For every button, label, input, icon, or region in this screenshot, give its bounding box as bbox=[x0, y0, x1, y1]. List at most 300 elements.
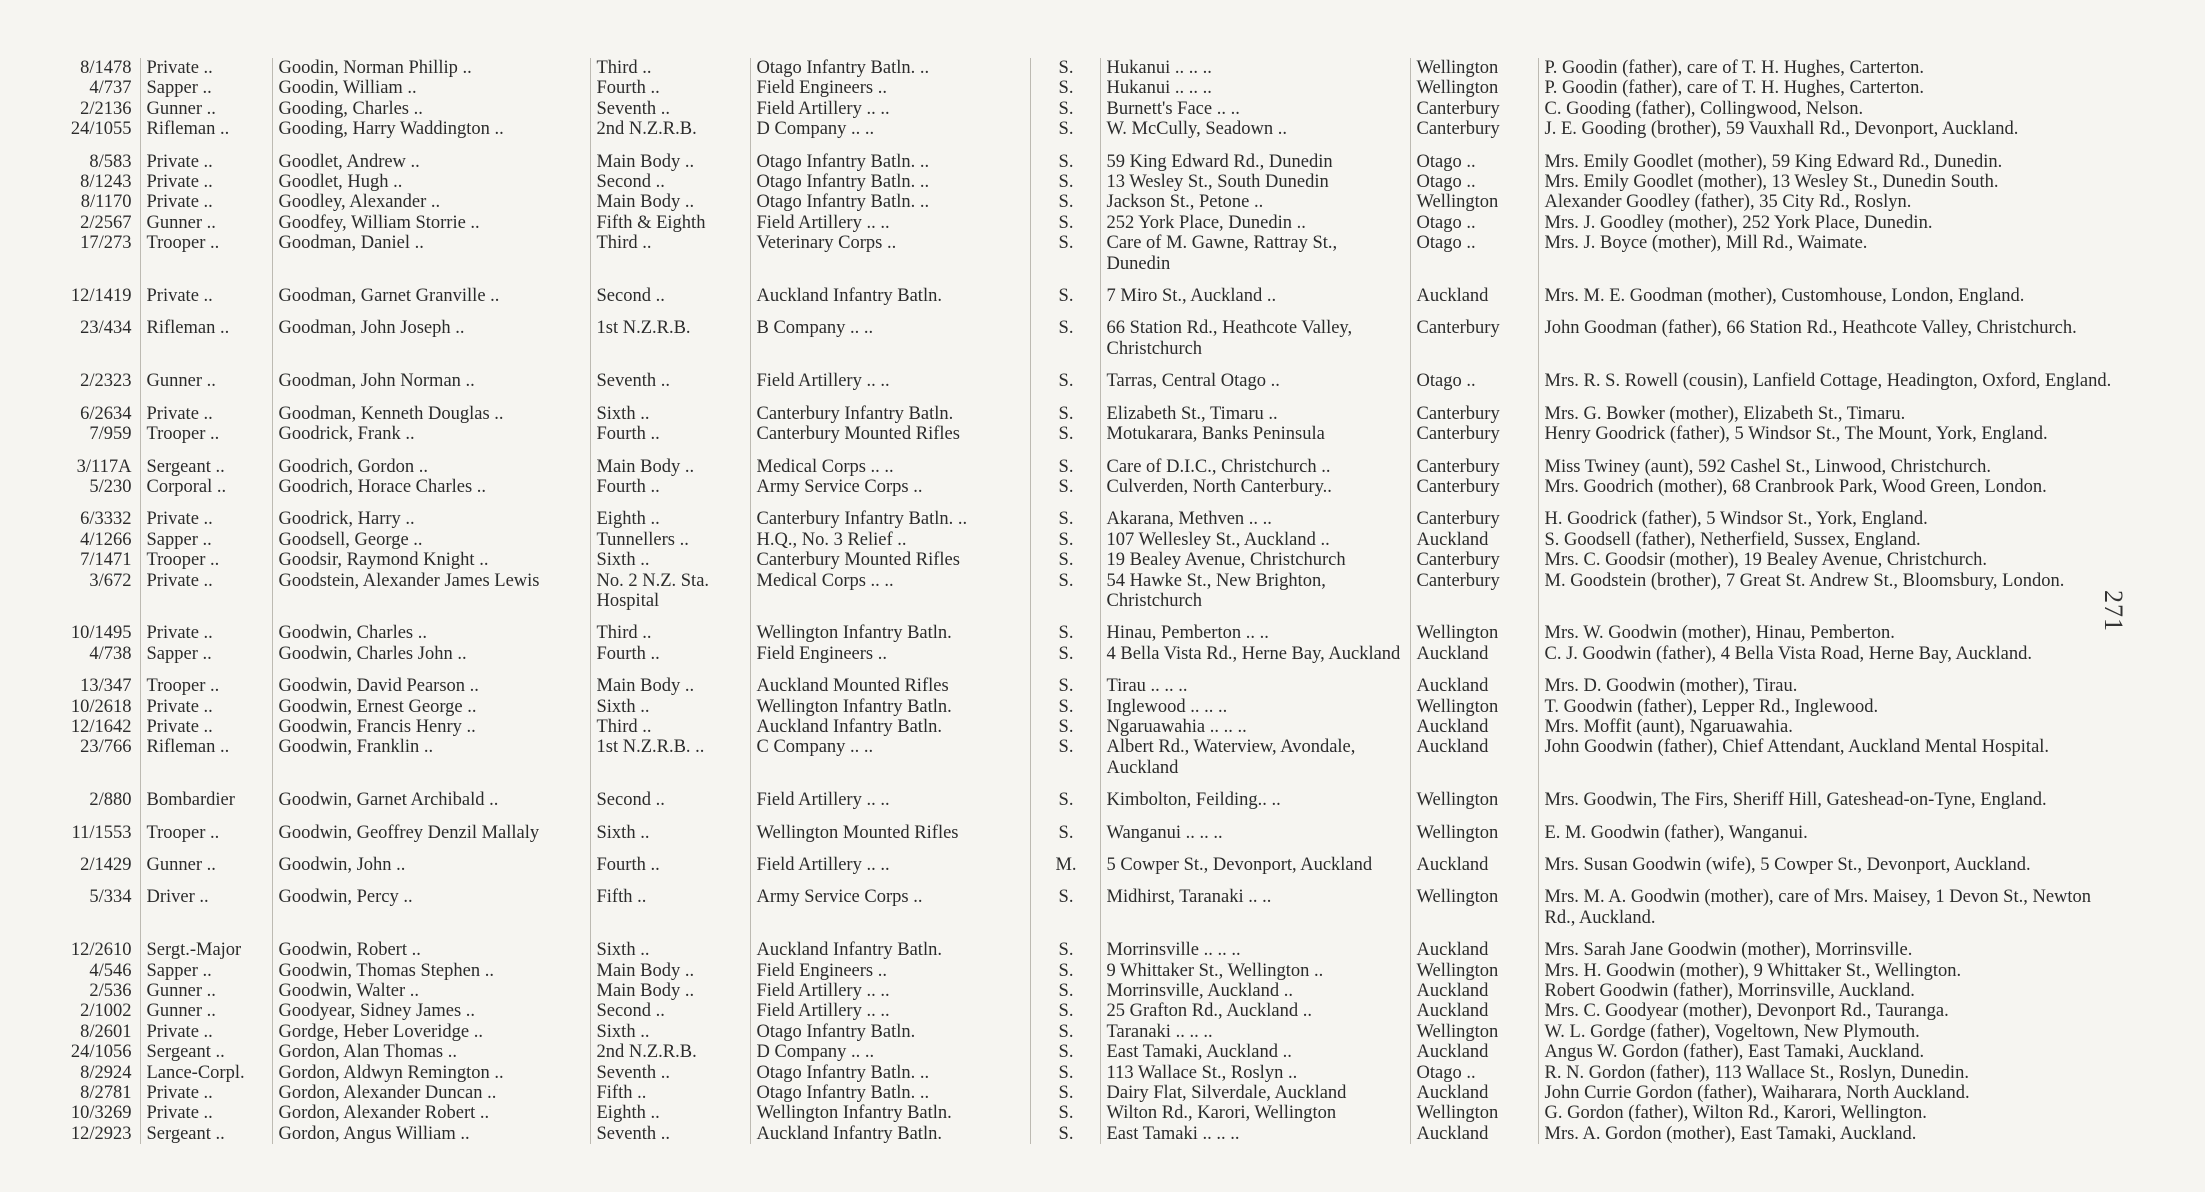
next-of-kin: Miss Twiney (aunt), 592 Cashel St., Linwood, Christchurch. bbox=[1538, 445, 2120, 477]
roll-row bbox=[40, 611, 2120, 643]
rank: Gunner .. bbox=[140, 1001, 272, 1021]
draft: Sixth .. bbox=[590, 550, 750, 570]
unit: Army Service Corps .. bbox=[750, 477, 1030, 497]
next-of-kin: Angus W. Gordon (father), East Tamaki, Auckland. bbox=[1538, 1042, 2120, 1062]
unit: Field Artillery .. .. bbox=[750, 359, 1030, 391]
draft: Second .. bbox=[590, 1001, 750, 1021]
rank: Private .. bbox=[140, 192, 272, 212]
soldier-name: Goodwin, Charles John .. bbox=[272, 644, 590, 664]
roll-row bbox=[40, 424, 2120, 444]
marital-status: S. bbox=[1030, 961, 1100, 981]
district: Canterbury bbox=[1410, 550, 1538, 570]
rank: Bombardier bbox=[140, 778, 272, 810]
roll-row bbox=[40, 778, 2120, 810]
rank: Trooper .. bbox=[140, 550, 272, 570]
soldier-name: Goodwin, Robert .. bbox=[272, 928, 590, 960]
marital-status: S. bbox=[1030, 306, 1100, 359]
regimental-number: 12/2610 bbox=[70, 940, 132, 961]
roll-row bbox=[40, 78, 2120, 98]
regimental-number: 17/273 bbox=[80, 233, 132, 254]
rank: Sergt.-Major bbox=[140, 928, 272, 960]
unit: Auckland Infantry Batln. bbox=[750, 717, 1030, 737]
soldier-name: Goodman, Daniel .. bbox=[272, 233, 590, 274]
unit: D Company .. .. bbox=[750, 119, 1030, 139]
marital-status: S. bbox=[1030, 192, 1100, 212]
district: Auckland bbox=[1410, 1124, 1538, 1144]
district: Otago .. bbox=[1410, 172, 1538, 192]
unit: Otago Infantry Batln. bbox=[750, 1022, 1030, 1042]
unit: Field Engineers .. bbox=[750, 78, 1030, 98]
draft: Fourth .. bbox=[590, 424, 750, 444]
unit: Field Artillery .. .. bbox=[750, 1001, 1030, 1021]
district: Wellington bbox=[1410, 697, 1538, 717]
last-address: 59 King Edward Rd., Dunedin bbox=[1100, 140, 1410, 172]
roll-row bbox=[40, 981, 2120, 1001]
regimental-number: 8/2601 bbox=[80, 1021, 132, 1042]
marital-status: S. bbox=[1030, 1001, 1100, 1021]
roll-row bbox=[40, 172, 2120, 192]
last-address: 13 Wesley St., South Dunedin bbox=[1100, 172, 1410, 192]
regimental-number: 2/880 bbox=[89, 790, 132, 811]
soldier-name: Goodwin, Geoffrey Denzil Mallaly bbox=[272, 811, 590, 843]
regimental-number: 3/672 bbox=[89, 570, 132, 591]
unit: Field Artillery .. .. bbox=[750, 843, 1030, 875]
unit: Otago Infantry Batln. .. bbox=[750, 172, 1030, 192]
rank: Sapper .. bbox=[140, 961, 272, 981]
roll-row bbox=[40, 928, 2120, 960]
roll-row bbox=[40, 961, 2120, 981]
soldier-name: Goodlet, Hugh .. bbox=[272, 172, 590, 192]
unit: Army Service Corps .. bbox=[750, 875, 1030, 928]
draft: Main Body .. bbox=[590, 445, 750, 477]
last-address: Inglewood .. .. .. bbox=[1100, 697, 1410, 717]
rank: Gunner .. bbox=[140, 213, 272, 233]
unit: D Company .. .. bbox=[750, 1042, 1030, 1062]
roll-row bbox=[40, 664, 2120, 696]
draft: 2nd N.Z.R.B. bbox=[590, 119, 750, 139]
unit: Canterbury Mounted Rifles bbox=[750, 550, 1030, 570]
district: Wellington bbox=[1410, 78, 1538, 98]
draft: Main Body .. bbox=[590, 981, 750, 1001]
roll-row bbox=[40, 1042, 2120, 1062]
draft: Fifth & Eighth bbox=[590, 213, 750, 233]
unit: Otago Infantry Batln. .. bbox=[750, 140, 1030, 172]
roll-row bbox=[40, 1001, 2120, 1021]
district: Canterbury bbox=[1410, 424, 1538, 444]
next-of-kin: Mrs. Sarah Jane Goodwin (mother), Morrinsville. bbox=[1538, 928, 2120, 960]
regimental-number: 24/1056 bbox=[70, 1042, 132, 1063]
next-of-kin: Mrs. Goodwin, The Firs, Sheriff Hill, Gateshead-on-Tyne, England. bbox=[1538, 778, 2120, 810]
soldier-name: Goodrich, Horace Charles .. bbox=[272, 477, 590, 497]
roll-row bbox=[40, 140, 2120, 172]
rank: Private .. bbox=[140, 1103, 272, 1123]
soldier-name: Goodrich, Gordon .. bbox=[272, 445, 590, 477]
draft: Second .. bbox=[590, 172, 750, 192]
district: Auckland bbox=[1410, 1042, 1538, 1062]
marital-status: S. bbox=[1030, 1042, 1100, 1062]
district: Canterbury bbox=[1410, 392, 1538, 424]
soldier-name: Goodley, Alexander .. bbox=[272, 192, 590, 212]
roll-row bbox=[40, 119, 2120, 139]
next-of-kin: P. Goodin (father), care of T. H. Hughes, Carterton. bbox=[1538, 58, 2120, 78]
rank: Trooper .. bbox=[140, 233, 272, 274]
unit: Veterinary Corps .. bbox=[750, 233, 1030, 274]
rank: Private .. bbox=[140, 697, 272, 717]
next-of-kin: Mrs. Moffit (aunt), Ngaruawahia. bbox=[1538, 717, 2120, 737]
rank: Private .. bbox=[140, 140, 272, 172]
draft: Fifth .. bbox=[590, 1083, 750, 1103]
district: Auckland bbox=[1410, 1083, 1538, 1103]
marital-status: S. bbox=[1030, 477, 1100, 497]
next-of-kin: H. Goodrick (father), 5 Windsor St., York, England. bbox=[1538, 497, 2120, 529]
soldier-name: Gordon, Alexander Duncan .. bbox=[272, 1083, 590, 1103]
last-address: 252 York Place, Dunedin .. bbox=[1100, 213, 1410, 233]
district: Wellington bbox=[1410, 811, 1538, 843]
unit: Field Artillery .. .. bbox=[750, 213, 1030, 233]
soldier-name: Goodrick, Harry .. bbox=[272, 497, 590, 529]
regimental-number: 4/546 bbox=[89, 960, 132, 981]
marital-status: S. bbox=[1030, 359, 1100, 391]
last-address: Tirau .. .. .. bbox=[1100, 664, 1410, 696]
rank: Rifleman .. bbox=[140, 306, 272, 359]
next-of-kin: E. M. Goodwin (father), Wanganui. bbox=[1538, 811, 2120, 843]
soldier-name: Goodwin, Charles .. bbox=[272, 611, 590, 643]
soldier-name: Goodwin, Walter .. bbox=[272, 981, 590, 1001]
last-address: 25 Grafton Rd., Auckland .. bbox=[1100, 1001, 1410, 1021]
rank: Private .. bbox=[140, 274, 272, 306]
rank: Private .. bbox=[140, 1083, 272, 1103]
roll-row bbox=[40, 477, 2120, 497]
marital-status: S. bbox=[1030, 99, 1100, 119]
district: Wellington bbox=[1410, 58, 1538, 78]
district: Auckland bbox=[1410, 717, 1538, 737]
unit: Wellington Infantry Batln. bbox=[750, 697, 1030, 717]
soldier-name: Goodwin, John .. bbox=[272, 843, 590, 875]
marital-status: S. bbox=[1030, 1022, 1100, 1042]
marital-status: S. bbox=[1030, 1083, 1100, 1103]
roll-row bbox=[40, 697, 2120, 717]
next-of-kin: Henry Goodrick (father), 5 Windsor St., The Mount, York, England. bbox=[1538, 424, 2120, 444]
district: Canterbury bbox=[1410, 571, 1538, 612]
last-address: 4 Bella Vista Rd., Herne Bay, Auckland bbox=[1100, 644, 1410, 664]
marital-status: S. bbox=[1030, 392, 1100, 424]
soldier-name: Goodwin, Garnet Archibald .. bbox=[272, 778, 590, 810]
last-address: East Tamaki .. .. .. bbox=[1100, 1124, 1410, 1144]
marital-status: S. bbox=[1030, 424, 1100, 444]
next-of-kin: Mrs. D. Goodwin (mother), Tirau. bbox=[1538, 664, 2120, 696]
last-address: 66 Station Rd., Heathcote Valley, Christchurch bbox=[1100, 306, 1410, 359]
unit: Medical Corps .. .. bbox=[750, 571, 1030, 612]
next-of-kin: S. Goodsell (father), Netherfield, Sussex, England. bbox=[1538, 530, 2120, 550]
regimental-number: 8/1170 bbox=[80, 192, 132, 213]
regimental-number: 23/766 bbox=[80, 737, 132, 758]
next-of-kin: J. E. Gooding (brother), 59 Vauxhall Rd., Devonport, Auckland. bbox=[1538, 119, 2120, 139]
last-address: 9 Whittaker St., Wellington .. bbox=[1100, 961, 1410, 981]
next-of-kin: G. Gordon (father), Wilton Rd., Karori, Wellington. bbox=[1538, 1103, 2120, 1123]
draft: Fourth .. bbox=[590, 477, 750, 497]
district: Wellington bbox=[1410, 192, 1538, 212]
draft: Fourth .. bbox=[590, 843, 750, 875]
rank: Lance-Corpl. bbox=[140, 1063, 272, 1083]
draft: Eighth .. bbox=[590, 1103, 750, 1123]
regimental-number: 2/2567 bbox=[80, 212, 132, 233]
soldier-name: Goodwin, Percy .. bbox=[272, 875, 590, 928]
district: Wellington bbox=[1410, 1022, 1538, 1042]
soldier-name: Goodfey, William Storrie .. bbox=[272, 213, 590, 233]
rank: Private .. bbox=[140, 1022, 272, 1042]
district: Auckland bbox=[1410, 737, 1538, 778]
district: Wellington bbox=[1410, 875, 1538, 928]
rank: Sapper .. bbox=[140, 644, 272, 664]
rank: Sergeant .. bbox=[140, 445, 272, 477]
district: Wellington bbox=[1410, 1103, 1538, 1123]
marital-status: S. bbox=[1030, 571, 1100, 612]
soldier-name: Goodman, John Joseph .. bbox=[272, 306, 590, 359]
rank: Trooper .. bbox=[140, 664, 272, 696]
next-of-kin: T. Goodwin (father), Lepper Rd., Inglewood. bbox=[1538, 697, 2120, 717]
district: Otago .. bbox=[1410, 213, 1538, 233]
unit: Canterbury Mounted Rifles bbox=[750, 424, 1030, 444]
rank: Gunner .. bbox=[140, 359, 272, 391]
roll-row bbox=[40, 1103, 2120, 1123]
rank: Private .. bbox=[140, 571, 272, 612]
unit: Wellington Infantry Batln. bbox=[750, 611, 1030, 643]
marital-status: S. bbox=[1030, 811, 1100, 843]
last-address: Culverden, North Canterbury.. bbox=[1100, 477, 1410, 497]
next-of-kin: Mrs. Emily Goodlet (mother), 59 King Edward Rd., Dunedin. bbox=[1538, 140, 2120, 172]
district: Auckland bbox=[1410, 843, 1538, 875]
regimental-number: 13/347 bbox=[80, 676, 132, 697]
last-address: 7 Miro St., Auckland .. bbox=[1100, 274, 1410, 306]
soldier-name: Goodman, Kenneth Douglas .. bbox=[272, 392, 590, 424]
unit: Auckland Mounted Rifles bbox=[750, 664, 1030, 696]
unit: Auckland Infantry Batln. bbox=[750, 274, 1030, 306]
last-address: Hukanui .. .. .. bbox=[1100, 78, 1410, 98]
last-address: Wilton Rd., Karori, Wellington bbox=[1100, 1103, 1410, 1123]
marital-status: S. bbox=[1030, 644, 1100, 664]
last-address: Akarana, Methven .. .. bbox=[1100, 497, 1410, 529]
soldier-name: Gordon, Alan Thomas .. bbox=[272, 1042, 590, 1062]
district: Otago .. bbox=[1410, 1063, 1538, 1083]
last-address: 19 Bealey Avenue, Christchurch bbox=[1100, 550, 1410, 570]
next-of-kin: Mrs. C. Goodyear (mother), Devonport Rd., Tauranga. bbox=[1538, 1001, 2120, 1021]
last-address: Dairy Flat, Silverdale, Auckland bbox=[1100, 1083, 1410, 1103]
unit: B Company .. .. bbox=[750, 306, 1030, 359]
draft: Third .. bbox=[590, 58, 750, 78]
soldier-name: Gordon, Angus William .. bbox=[272, 1124, 590, 1144]
rank: Trooper .. bbox=[140, 811, 272, 843]
draft: Second .. bbox=[590, 274, 750, 306]
last-address: Elizabeth St., Timaru .. bbox=[1100, 392, 1410, 424]
next-of-kin: P. Goodin (father), care of T. H. Hughes, Carterton. bbox=[1538, 78, 2120, 98]
marital-status: S. bbox=[1030, 1124, 1100, 1144]
next-of-kin: Mrs. J. Goodley (mother), 252 York Place, Dunedin. bbox=[1538, 213, 2120, 233]
unit: Otago Infantry Batln. .. bbox=[750, 1083, 1030, 1103]
marital-status: S. bbox=[1030, 119, 1100, 139]
marital-status: S. bbox=[1030, 213, 1100, 233]
soldier-name: Goodman, Garnet Granville .. bbox=[272, 274, 590, 306]
soldier-name: Goodman, John Norman .. bbox=[272, 359, 590, 391]
regimental-number: 4/738 bbox=[89, 643, 132, 664]
next-of-kin: John Goodman (father), 66 Station Rd., Heathcote Valley, Christchurch. bbox=[1538, 306, 2120, 359]
district: Canterbury bbox=[1410, 99, 1538, 119]
marital-status: S. bbox=[1030, 611, 1100, 643]
regimental-number: 12/1419 bbox=[70, 286, 132, 307]
unit: Canterbury Infantry Batln. bbox=[750, 392, 1030, 424]
unit: Field Artillery .. .. bbox=[750, 778, 1030, 810]
marital-status: S. bbox=[1030, 697, 1100, 717]
draft: Main Body .. bbox=[590, 192, 750, 212]
soldier-name: Goodwin, David Pearson .. bbox=[272, 664, 590, 696]
unit: Auckland Infantry Batln. bbox=[750, 1124, 1030, 1144]
soldier-name: Gooding, Charles .. bbox=[272, 99, 590, 119]
regimental-number: 2/536 bbox=[89, 981, 132, 1002]
next-of-kin: Mrs. A. Gordon (mother), East Tamaki, Auckland. bbox=[1538, 1124, 2120, 1144]
last-address: Hukanui .. .. .. bbox=[1100, 58, 1410, 78]
next-of-kin: Mrs. H. Goodwin (mother), 9 Whittaker St., Wellington. bbox=[1538, 961, 2120, 981]
nominal-roll-table bbox=[40, 58, 2120, 1144]
district: Wellington bbox=[1410, 961, 1538, 981]
district: Canterbury bbox=[1410, 119, 1538, 139]
roll-row bbox=[40, 497, 2120, 529]
draft: Seventh .. bbox=[590, 359, 750, 391]
regimental-number: 4/737 bbox=[89, 78, 132, 99]
next-of-kin: C. Gooding (father), Collingwood, Nelson. bbox=[1538, 99, 2120, 119]
unit: Field Artillery .. .. bbox=[750, 981, 1030, 1001]
marital-status: S. bbox=[1030, 737, 1100, 778]
rank: Trooper .. bbox=[140, 424, 272, 444]
marital-status: S. bbox=[1030, 550, 1100, 570]
roll-row bbox=[40, 213, 2120, 233]
rank: Gunner .. bbox=[140, 843, 272, 875]
roll-row bbox=[40, 571, 2120, 612]
regimental-number: 24/1055 bbox=[70, 119, 132, 140]
draft: Fourth .. bbox=[590, 644, 750, 664]
last-address: Care of D.I.C., Christchurch .. bbox=[1100, 445, 1410, 477]
marital-status: S. bbox=[1030, 58, 1100, 78]
next-of-kin: John Currie Gordon (father), Waiharara, North Auckland. bbox=[1538, 1083, 2120, 1103]
roll-row bbox=[40, 875, 2120, 928]
roll-row bbox=[40, 644, 2120, 664]
marital-status: S. bbox=[1030, 717, 1100, 737]
regimental-number: 10/2618 bbox=[70, 696, 132, 717]
next-of-kin: Robert Goodwin (father), Morrinsville, Auckland. bbox=[1538, 981, 2120, 1001]
next-of-kin: Mrs. M. A. Goodwin (mother), care of Mrs. Maisey, 1 Devon St., Newton Rd., Auckland. bbox=[1538, 875, 2120, 928]
soldier-name: Goodyear, Sidney James .. bbox=[272, 1001, 590, 1021]
page-number: 271 bbox=[2099, 590, 2128, 632]
last-address: Albert Rd., Waterview, Avondale, Auckland bbox=[1100, 737, 1410, 778]
unit: Wellington Mounted Rifles bbox=[750, 811, 1030, 843]
soldier-name: Goodsir, Raymond Knight .. bbox=[272, 550, 590, 570]
draft: Sixth .. bbox=[590, 928, 750, 960]
marital-status: S. bbox=[1030, 778, 1100, 810]
regimental-number: 11/1553 bbox=[71, 822, 132, 843]
soldier-name: Goodstein, Alexander James Lewis bbox=[272, 571, 590, 612]
roll-row bbox=[40, 233, 2120, 274]
regimental-number: 12/2923 bbox=[70, 1123, 132, 1144]
roll-row bbox=[40, 306, 2120, 359]
regimental-number: 2/1002 bbox=[80, 1001, 132, 1022]
roll-row bbox=[40, 737, 2120, 778]
soldier-name: Goodwin, Franklin .. bbox=[272, 737, 590, 778]
draft: Third .. bbox=[590, 611, 750, 643]
roll-row bbox=[40, 1083, 2120, 1103]
last-address: Taranaki .. .. .. bbox=[1100, 1022, 1410, 1042]
next-of-kin: Mrs. Emily Goodlet (mother), 13 Wesley St., Dunedin South. bbox=[1538, 172, 2120, 192]
marital-status: S. bbox=[1030, 1103, 1100, 1123]
regimental-number: 8/2924 bbox=[80, 1062, 132, 1083]
rank: Corporal .. bbox=[140, 477, 272, 497]
roll-row bbox=[40, 99, 2120, 119]
draft: Tunnellers .. bbox=[590, 530, 750, 550]
regimental-number: 6/2634 bbox=[80, 403, 132, 424]
district: Otago .. bbox=[1410, 233, 1538, 274]
marital-status: M. bbox=[1030, 843, 1100, 875]
roll-row bbox=[40, 550, 2120, 570]
district: Auckland bbox=[1410, 644, 1538, 664]
regimental-number: 8/1243 bbox=[80, 172, 132, 193]
regimental-number: 8/583 bbox=[89, 151, 132, 172]
district: Auckland bbox=[1410, 981, 1538, 1001]
district: Otago .. bbox=[1410, 140, 1538, 172]
rank: Driver .. bbox=[140, 875, 272, 928]
draft: Third .. bbox=[590, 717, 750, 737]
draft: 1st N.Z.R.B. bbox=[590, 306, 750, 359]
marital-status: S. bbox=[1030, 233, 1100, 274]
regimental-number: 5/334 bbox=[89, 887, 132, 908]
unit: H.Q., No. 3 Relief .. bbox=[750, 530, 1030, 550]
district: Canterbury bbox=[1410, 306, 1538, 359]
marital-status: S. bbox=[1030, 981, 1100, 1001]
unit: Field Engineers .. bbox=[750, 644, 1030, 664]
regimental-number: 8/2781 bbox=[80, 1083, 132, 1104]
roll-row bbox=[40, 1063, 2120, 1083]
last-address: W. McCully, Seadown .. bbox=[1100, 119, 1410, 139]
district: Auckland bbox=[1410, 928, 1538, 960]
roll-row bbox=[40, 717, 2120, 737]
marital-status: S. bbox=[1030, 497, 1100, 529]
marital-status: S. bbox=[1030, 928, 1100, 960]
roll-row bbox=[40, 843, 2120, 875]
draft: Eighth .. bbox=[590, 497, 750, 529]
roll-row bbox=[40, 192, 2120, 212]
district: Auckland bbox=[1410, 664, 1538, 696]
draft: Seventh .. bbox=[590, 1063, 750, 1083]
district: Wellington bbox=[1410, 611, 1538, 643]
marital-status: S. bbox=[1030, 78, 1100, 98]
next-of-kin: John Goodwin (father), Chief Attendant, Auckland Mental Hospital. bbox=[1538, 737, 2120, 778]
last-address: 113 Wallace St., Roslyn .. bbox=[1100, 1063, 1410, 1083]
last-address: Jackson St., Petone .. bbox=[1100, 192, 1410, 212]
unit: C Company .. .. bbox=[750, 737, 1030, 778]
draft: Third .. bbox=[590, 233, 750, 274]
unit: Otago Infantry Batln. .. bbox=[750, 58, 1030, 78]
marital-status: S. bbox=[1030, 445, 1100, 477]
next-of-kin: Mrs. R. S. Rowell (cousin), Lanfield Cottage, Headington, Oxford, England. bbox=[1538, 359, 2120, 391]
draft: Main Body .. bbox=[590, 664, 750, 696]
draft: Second .. bbox=[590, 778, 750, 810]
last-address: Care of M. Gawne, Rattray St., Dunedin bbox=[1100, 233, 1410, 274]
unit: Field Artillery .. .. bbox=[750, 99, 1030, 119]
regimental-number: 6/3332 bbox=[80, 509, 132, 530]
regimental-number: 3/117A bbox=[76, 456, 132, 477]
draft: Main Body .. bbox=[590, 961, 750, 981]
last-address: Hinau, Pemberton .. .. bbox=[1100, 611, 1410, 643]
soldier-name: Goodin, William .. bbox=[272, 78, 590, 98]
unit: Canterbury Infantry Batln. .. bbox=[750, 497, 1030, 529]
next-of-kin: Alexander Goodley (father), 35 City Rd., Roslyn. bbox=[1538, 192, 2120, 212]
next-of-kin: Mrs. M. E. Goodman (mother), Customhouse, London, England. bbox=[1538, 274, 2120, 306]
